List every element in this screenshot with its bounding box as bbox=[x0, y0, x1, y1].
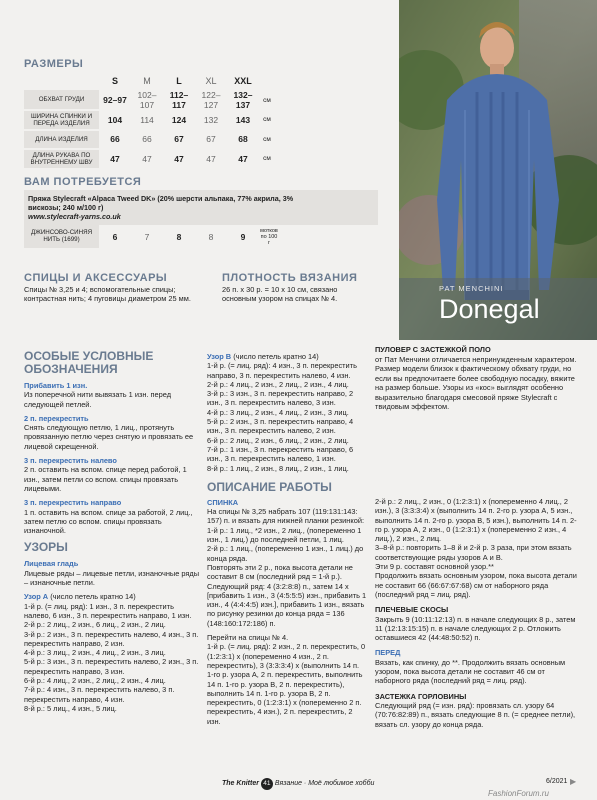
pattern-row: 5-й р.: 2 изн., 3 п. перекрестить направо, 4 изн., 3 п. перекрестить налево, 2 изн. bbox=[207, 417, 354, 436]
cell: 7 bbox=[144, 231, 150, 242]
row-label: ДЛИНА РУКАВА ПО ВНУТРЕННЕМУ ШВУ bbox=[24, 149, 99, 169]
row-label: ОБХВАТ ГРУДИ bbox=[24, 90, 99, 110]
color-label: ДЖИНСОВО-СИНЯЯ НИТЬ (1699) bbox=[24, 224, 99, 249]
page-number: 41 bbox=[261, 778, 273, 790]
cell: 47 bbox=[142, 153, 152, 164]
cell: 67 bbox=[174, 134, 184, 145]
cell: 47 bbox=[238, 153, 248, 164]
yarn-description bbox=[24, 190, 378, 225]
size-col-header: XL bbox=[205, 76, 217, 86]
chevron-right-icon: ▶ bbox=[570, 777, 577, 786]
yarn-line: Пряжа Stylecraft «Alpaca Tweed DK» (20% шерсти альпака, 77% акрила, 3% bbox=[28, 194, 294, 203]
back-text: 1-й р. (= лиц. ряд): 2 изн., 2 п. перекрестить, 0 (1:2:3:1) х (попеременно 4 изн., 2 п. перекрестить), 3 (3:3:3:4) х (выполнить 14 п. 1-го р. узора А, 2 п. перекрестить, выполнить 14 п. 1-го р. узора В, 2 п. перекрестить), выполнить 14 п. 1-го р. узора В, 2 п. перекрестить, 0 (1:2:3:1) х (попеременно 2 п. перекрестить, 4 изн.), 2 п. перекрестить, 2 изн. bbox=[207, 642, 366, 726]
pattern-row: 2-й р.: 2 лиц., 2 изн., 6 лиц., 2 изн., 2 лиц. bbox=[24, 620, 166, 630]
size-col-header: L bbox=[176, 76, 182, 86]
pattern-row: 3-й р.: 3 изн., 3 п. перекрестить направо, 2 изн., 3 п. перекрестить налево, 3 изн. bbox=[207, 389, 354, 408]
cell: 124 bbox=[171, 114, 187, 125]
pattern-row: 3-й р.: 2 изн., 3 п. перекрестить налево, 4 изн., 3 п. перекрестить направо, 2 изн. bbox=[24, 629, 199, 648]
cell: 47 bbox=[206, 153, 216, 164]
designer-name: PAT MENCHINI bbox=[439, 284, 504, 293]
pattern-text: Лицевые ряды – лицевые петли, изнаночные ряды – изнаночные петли. bbox=[24, 568, 200, 588]
abbr-text: Из поперечной нити вывязать 1 изн. перед следующей петлей. bbox=[24, 390, 172, 409]
cell: 66 bbox=[142, 134, 152, 145]
cell: 112–117 bbox=[169, 90, 189, 110]
pattern-row: 6-й р.: 4 лиц., 2 изн., 2 лиц., 2 изн., 4 лиц. bbox=[24, 676, 166, 686]
back-title: СПИНКА bbox=[207, 497, 239, 507]
shoulder-title: ПЛЕЧЕВЫЕ СКОСЫ bbox=[375, 605, 449, 615]
back-text: 3–8-й р.: повторить 1–8 й и 2-й р. 3 раза, при этом вязать соответствующие ряды узоров А и В. bbox=[375, 543, 572, 562]
table-row bbox=[24, 110, 275, 130]
watermark: FashionForum.ru bbox=[488, 789, 549, 798]
cell: 92–97 bbox=[103, 95, 127, 105]
pattern-b-note: (число петель кратно 14) bbox=[231, 352, 319, 361]
column-1 bbox=[24, 350, 202, 713]
back-text: 1-й р.: 1 лиц., *2 изн., 2 лиц., (попеременно 1 изн., 1 лиц.) до последней петли, 1 лиц. bbox=[207, 525, 362, 545]
abbr-name: 3 п. перекрестить налево bbox=[24, 456, 117, 466]
intro-text: от Пат Менчини отличается непринужденным характером. Размер модели близок к фактическому обхвату груди, но если вы предпочитаете более свободную посадку, вяжите на размер больше. Узоры из «кос» выглядят особенно выразительно благодаря смесовой пряже Stylecraft с твидовым эффектом. bbox=[375, 354, 577, 411]
footer-brand: The Knitter bbox=[222, 780, 259, 787]
table-row bbox=[24, 224, 279, 249]
abbr-text: Снять следующую петлю, 1 лиц., протянуть провязанную петлю через снятую и провязать ее лицевой скрещенной. bbox=[24, 423, 194, 451]
cell: 132–137 bbox=[233, 90, 253, 110]
shoulder-text: Закрыть 9 (10:11:12:13) п. в начале следующих 8 р., затем 11 (12:13:15:15) п. в начале следующих 2 р. Отложить оставшиеся 42 (44:48:50:52) п. bbox=[375, 614, 576, 643]
column-2 bbox=[207, 352, 367, 726]
row-label: ДЛИНА ИЗДЕЛИЯ bbox=[24, 130, 99, 150]
back-text: Повторять эти 2 р., пока высота детали не составит 8 см (последний ряд = 1-й р.). bbox=[207, 562, 353, 582]
column-3 bbox=[375, 497, 580, 729]
cell: 47 bbox=[110, 153, 120, 164]
cell: 114 bbox=[140, 114, 154, 125]
title-banner bbox=[399, 278, 597, 340]
cell: 8 bbox=[208, 231, 214, 242]
back-text: Следующий ряд: 4 (3:2:8:8) п., затем 14 х [прибавить 1 изн., 3 (4:5:5:5) изн., прибавить 1 изн., 4 (4:4:4:5) изн.], прибавить 1 изн., вязать по рисунку резинки до конца ряда = 136 (148:160:172:186) п. bbox=[207, 581, 367, 628]
amounts-table bbox=[24, 224, 279, 250]
unit: мотков по 100 г bbox=[260, 227, 278, 246]
gauge-text: 26 п. х 30 р. = 10 х 10 см, связано основным узором на спицах № 4. bbox=[222, 285, 338, 304]
back-text: На спицы № 3,25 набрать 107 (119:131:143: 157) п. и вязать для нижней планки резинкой: bbox=[207, 507, 365, 526]
needles-text: Спицы № 3,25 и 4; вспомогательные спицы; контрастная нить; 4 пуговицы диаметром 25 мм. bbox=[24, 285, 191, 304]
pattern-row: 7-й р.: 1 изн., 3 п. перекрестить направо, 6 изн., 3 п. перекрестить налево, 1 изн. bbox=[207, 444, 354, 464]
cell: 8 bbox=[176, 231, 182, 242]
cell: 102–107 bbox=[137, 90, 157, 110]
pattern-b-name: Узор В bbox=[207, 352, 232, 361]
yarn-site: www.stylecraft-yarns.co.uk bbox=[28, 212, 121, 221]
unit: см bbox=[263, 116, 271, 124]
pattern-row: 2-й р.: 4 лиц., 2 изн., 2 лиц., 2 изн., 4 лиц. bbox=[207, 379, 349, 389]
cell: 67 bbox=[206, 134, 216, 145]
cell: 132 bbox=[203, 114, 219, 125]
pattern-row: 4-й р.: 3 лиц., 2 изн., 4 лиц., 2 изн., 3 лиц. bbox=[207, 407, 349, 417]
placket-text: Следующий ряд (= изн. ряд): провязать сл. узору 64 (70:76:82:89) п., вязать следующие 8 п. (= среднее петли), вязать сл. узору до конца ряда. bbox=[375, 700, 576, 729]
unit: см bbox=[263, 155, 271, 163]
yarn-line: вискозы; 240 м/100 г) bbox=[28, 203, 104, 212]
pattern-row: 8-й р.: 1 лиц., 2 изн., 8 лиц., 2 изн., 1 лиц. bbox=[207, 463, 349, 473]
abbr-name: 2 п. перекрестить bbox=[24, 413, 89, 423]
table-row bbox=[24, 90, 275, 110]
sizes-title: РАЗМЕРЫ bbox=[24, 58, 84, 70]
cell: 9 bbox=[240, 231, 246, 242]
cell: 143 bbox=[235, 114, 251, 125]
footer bbox=[222, 778, 374, 790]
intro-title: ПУЛОВЕР С ЗАСТЕЖКОЙ ПОЛО bbox=[375, 345, 491, 354]
abbr-text: 1 п. оставить на вспом. спице за работой, 2 лиц., затем петлю со вспом. спицы провязать изнаночной. bbox=[24, 507, 193, 536]
pattern-a-note: (число петель кратно 14) bbox=[48, 592, 136, 602]
gauge-title: ПЛОТНОСТЬ ВЯЗАНИЯ bbox=[222, 272, 358, 284]
pattern-row: 1-й р. (= лиц. ряд): 4 изн., 3 п. перекрестить направо, 3 п. перекрестить налево, 4 изн. bbox=[207, 361, 357, 380]
back-text: 2-й р.: 1 лиц., (попеременно 1 изн., 1 лиц.) до конца ряда. bbox=[207, 544, 364, 563]
pattern-row: 1-й р. (= лиц. ряд): 1 изн., 3 п. перекрестить налево, 6 изн., 3 п. перекрестить направо, 1 изн. bbox=[24, 601, 192, 620]
size-col-header: XXL bbox=[234, 76, 252, 86]
back-text: Продолжить вязать основным узором, пока высота детали не составит 66 (66:67:67:68) см от наборного ряда (последний ряд = лиц. ряд). bbox=[375, 571, 577, 599]
footer-magazine: Вязание · Моё любимое хобби bbox=[274, 780, 375, 787]
patterns-title: УЗОРЫ bbox=[24, 540, 68, 555]
intro-block bbox=[375, 345, 580, 412]
size-col-header: M bbox=[143, 76, 151, 86]
pattern-name: Donegal bbox=[439, 294, 540, 324]
materials-title: ВАМ ПОТРЕБУЕТСЯ bbox=[24, 176, 142, 188]
front-title: ПЕРЕД bbox=[375, 648, 401, 658]
abbr-name: Прибавить 1 изн. bbox=[24, 381, 88, 390]
pattern-row: 8-й р.: 5 лиц., 4 изн., 5 лиц. bbox=[24, 703, 117, 713]
pattern-name: Лицевая гладь bbox=[24, 559, 79, 569]
placket-title: ЗАСТЕЖКА ГОРЛОВИНЫ bbox=[375, 691, 467, 701]
abbr-name: 3 п. перекрестить направо bbox=[24, 498, 122, 508]
cell: 6 bbox=[112, 231, 118, 242]
pattern-row: 5-й р.: 3 изн., 3 п. перекрестить налево, 2 изн., 3 п. перекрестить направо, 3 изн. bbox=[24, 657, 199, 676]
table-row bbox=[24, 130, 275, 150]
cell: 68 bbox=[238, 134, 248, 145]
row-label: ШИРИНА СПИНКИ И ПЕРЕДА ИЗДЕЛИЯ bbox=[24, 110, 99, 130]
cell: 104 bbox=[107, 114, 123, 125]
back-text: Эти 9 р. составят основной узор.** bbox=[375, 562, 494, 572]
back-text: Перейти на спицы № 4. bbox=[207, 633, 289, 643]
cell: 122–127 bbox=[201, 90, 221, 110]
cell: 66 bbox=[110, 134, 120, 145]
needles-title: СПИЦЫ И АКСЕССУАРЫ bbox=[24, 272, 168, 284]
abbr-text: 2 п. оставить на вспом. спице перед работой, 1 изн., затем петли со вспом. спицы провязать лицевыми. bbox=[24, 465, 187, 493]
issue-number: 6/2021 bbox=[546, 778, 568, 785]
pattern-row: 6-й р.: 2 лиц., 2 изн., 6 лиц., 2 изн., 2 лиц. bbox=[207, 435, 349, 445]
back-text: 2-й р.: 2 лиц., 2 изн., 0 (1:2:3:1) х (попеременно 4 лиц., 2 изн.), 3 (3:3:3:4) х (выполнить 14 п. 2-го р. узора А, 5 изн., выполнить 14 п. 2-го р. узора В, 5 изн.), выполнить 14 п. 2-го р. узора А, 2 изн., 0 (1:2:3:1) х (попеременно 2 изн., 4 лиц.), 2 изн., 2 лиц. bbox=[375, 497, 577, 544]
sizes-table bbox=[24, 72, 275, 170]
unit: см bbox=[263, 96, 271, 104]
work-title: ОПИСАНИЕ РАБОТЫ bbox=[207, 479, 332, 494]
cell: 47 bbox=[174, 153, 184, 164]
pattern-row: 7-й р.: 4 изн., 3 п. перекрестить налево, 3 п. перекрестить направо, 4 изн. bbox=[24, 685, 175, 704]
pattern-row: 4-й р.: 3 лиц., 2 изн., 4 лиц., 2 изн., 3 лиц. bbox=[24, 648, 166, 658]
unit: см bbox=[263, 135, 271, 143]
abbr-title: ОСОБЫЕ УСЛОВНЫЕ ОБОЗНАЧЕНИЯ bbox=[24, 349, 154, 376]
pattern-a-name: Узор А bbox=[24, 592, 49, 602]
table-row bbox=[24, 149, 275, 169]
size-col-header: S bbox=[111, 76, 118, 86]
front-text: Вязать, как спинку, до **. Продолжить вязать основным узором, пока высота детали не составит 46 см от наборного ряда (последний ряд = лиц. ряд). bbox=[375, 657, 566, 686]
